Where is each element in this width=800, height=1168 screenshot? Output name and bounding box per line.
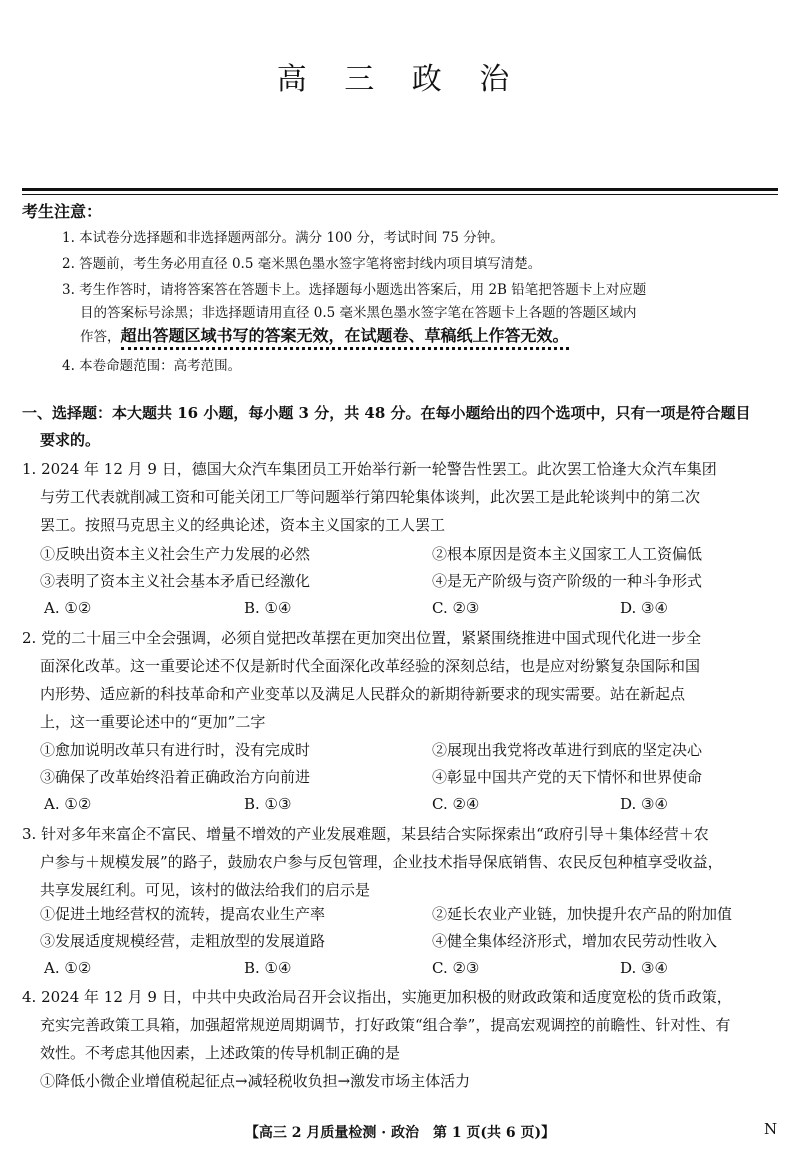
q1-line-2: 与劳工代表就削减工资和可能关闭工厂等问题举行第四轮集体谈判，此次罢工是此轮谈判中的第二次 — [40, 488, 701, 506]
q3-option-1: ①促进土地经营权的流转，提高农业生产率 — [40, 905, 326, 923]
note-3-cont: 目的答案标号涂黑；非选择题请用直径 0.5 毫米黑色墨水签字笔在答题卡上各题的答题区域内 — [80, 305, 637, 321]
q1-line-3: 罢工。按照马克思主义的经典论述，资本主义国家的工人罢工 — [40, 516, 446, 534]
note-1: 1. 本试卷分选择题和非选择题两部分。满分 100 分，考试时间 75 分钟。 — [62, 230, 504, 246]
q2-answer-c: C. ②④ — [432, 795, 480, 813]
q1-answer-c: C. ②③ — [432, 599, 480, 617]
q1-answer-b: B. ①④ — [244, 599, 292, 617]
q1-answer-d: D. ③④ — [620, 599, 668, 617]
q4-line-2: 充实完善政策工具箱，加强超常规逆周期调节，打好政策“组合拳”，提高宏观调控的前瞻性、针对性、有 — [40, 1016, 731, 1034]
q3-answer-d: D. ③④ — [620, 959, 668, 977]
q2-answer-b: B. ①③ — [244, 795, 292, 813]
q3-answer-c: C. ②③ — [432, 959, 480, 977]
q1-line-1: 1. 2024 年 12 月 9 日，德国大众汽车集团员工开始举行新一轮警告性罢工。此次罢工恰逢大众汽车集团 — [22, 460, 717, 478]
page-footer: 【高三 2 月质量检测 · 政治 第 1 页(共 6 页)】 — [244, 1125, 556, 1141]
section-heading: 一、选择题：本大题共 16 小题，每小题 3 分，共 48 分。在每小题给出的四个选项中，只有一项是符合题目 — [22, 404, 751, 422]
notes-heading: 考生注意： — [22, 202, 103, 221]
q1-option-2: ②根本原因是资本主义国家工人工资偏低 — [432, 545, 703, 563]
note-4: 4. 本卷命题范围：高考范围。 — [62, 358, 242, 374]
header-rule-thin — [22, 194, 778, 195]
q2-line-2: 面深化改革。这一重要论述不仅是新时代全面深化改革经验的深刻总结，也是应对纷繁复杂国际和国 — [40, 657, 701, 675]
note-3-end-text: 作答， — [80, 329, 121, 345]
corner-mark: N — [764, 1120, 778, 1138]
q2-line-1: 2. 党的二十届三中全会强调，必须自觉把改革摆在更加突出位置，紧紧围绕推进中国式现代化进一步全 — [22, 629, 702, 647]
q4-line-3: 效性。不考虑其他因素，上述政策的传导机制正确的是 — [40, 1044, 401, 1062]
note-3-emphasis: 超出答题区域书写的答案无效，在试题卷、草稿纸上作答无效。 — [121, 326, 569, 350]
q3-option-4: ④健全集体经济形式，增加农民劳动性收入 — [432, 932, 718, 950]
header-rule-thick — [22, 188, 778, 191]
q4-option-1: ①降低小微企业增值税起征点→减轻税收负担→激发市场主体活力 — [40, 1072, 471, 1090]
q3-answer-b: B. ①④ — [244, 959, 292, 977]
q1-answer-a: A. ①② — [44, 599, 92, 617]
q3-option-2: ②延长农业产业链，加快提升农产品的附加值 — [432, 905, 733, 923]
q3-option-3: ③发展适度规模经营，走粗放型的发展道路 — [40, 932, 326, 950]
q3-line-2: 户参与＋规模发展”的路子，鼓励农户参与反包管理，企业技术指导保底销售、农民反包种植享受收益， — [40, 853, 723, 871]
q2-line-4: 上，这一重要论述中的“更加”二字 — [40, 713, 266, 731]
q2-line-3: 内形势、适应新的科技革命和产业变革以及满足人民群众的新期待新要求的现实需要。站在新起点 — [40, 685, 686, 703]
q2-answer-a: A. ①② — [44, 795, 92, 813]
q2-option-3: ③确保了改革始终沿着正确政治方向前进 — [40, 768, 311, 786]
q1-option-1: ①反映出资本主义社会生产力发展的必然 — [40, 545, 311, 563]
q2-answer-d: D. ③④ — [620, 795, 668, 813]
q2-option-1: ①愈加说明改革只有进行时，没有完成时 — [40, 741, 311, 759]
note-3-end — [80, 326, 569, 347]
note-3: 3. 考生作答时，请将答案答在答题卡上。选择题每小题选出答案后，用 2B 铅笔把答题卡上对应题 — [62, 282, 647, 298]
q2-option-2: ②展现出我党将改革进行到底的坚定决心 — [432, 741, 703, 759]
q2-option-4: ④彰显中国共产党的天下情怀和世界使命 — [432, 768, 703, 786]
q3-line-3: 共享发展红利。可见，该村的做法给我们的启示是 — [40, 881, 371, 899]
q1-option-3: ③表明了资本主义社会基本矛盾已经激化 — [40, 572, 311, 590]
q3-line-1: 3. 针对多年来富企不富民、增量不增效的产业发展难题，某县结合实际探索出“政府引导＋集体经营＋农 — [22, 825, 709, 843]
section-heading-cont: 要求的。 — [40, 431, 101, 449]
q1-option-4: ④是无产阶级与资产阶级的一种斗争形式 — [432, 572, 703, 590]
page-title: 高 三 政 治 — [276, 62, 524, 97]
q3-answer-a: A. ①② — [44, 959, 92, 977]
note-2: 2. 答题前，考生务必用直径 0.5 毫米黑色墨水签字笔将密封线内项目填写清楚。 — [62, 256, 542, 272]
q4-line-1: 4. 2024 年 12 月 9 日，中共中央政治局召开会议指出，实施更加积极的财政政策和适度宽松的货币政策， — [22, 988, 732, 1006]
